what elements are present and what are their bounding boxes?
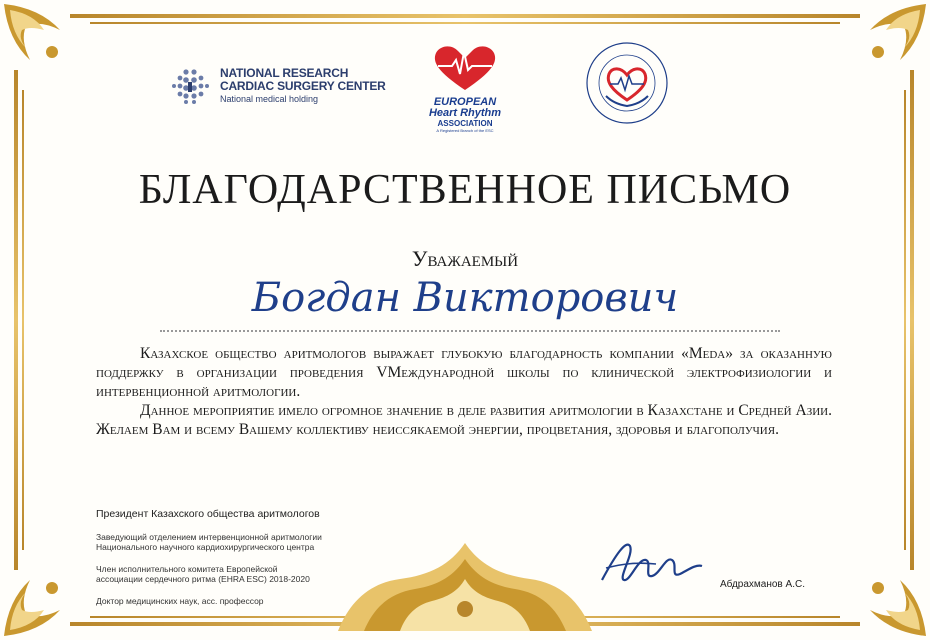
heart-icon bbox=[428, 42, 502, 92]
corner-ornament-bottom-left bbox=[0, 554, 86, 640]
ehra-line3: ASSOCIATION bbox=[437, 119, 493, 128]
signatory-detail-3: Доктор медицинских наук, асс. профессор bbox=[96, 596, 264, 606]
salutation: Уважаемый bbox=[411, 246, 519, 271]
kazakh-society-logo bbox=[584, 40, 670, 126]
nrcsc-line1: NATIONAL RESEARCH bbox=[220, 65, 349, 80]
signatory-detail-1-line2: Национального научного кардиохирургического центра bbox=[96, 542, 315, 552]
nrcsc-line3: National medical holding bbox=[220, 93, 319, 104]
body-paragraph-1: Казахское общество аритмологов выражает глубокую благодарность компании «Meda» за оказанную поддержку в организации проведения VМеждународной школы по клинической электрофизиологии и интервенционной аритмологии. bbox=[96, 345, 832, 400]
frame-top-line bbox=[70, 14, 860, 18]
corner-ornament-bottom-right bbox=[844, 554, 930, 640]
ehra-logo bbox=[415, 42, 515, 134]
ehra-line1: EUROPEAN bbox=[433, 96, 497, 108]
name-underline bbox=[160, 330, 780, 332]
signature bbox=[596, 534, 706, 594]
corner-ornament-top-left bbox=[0, 0, 86, 86]
corner-ornament-top-right bbox=[844, 0, 930, 86]
body-paragraph-2: Данное мероприятие имело огромное значение в деле развития аритмологии в Казахстане и Средней Азии. bbox=[140, 402, 832, 419]
bottom-ornament bbox=[330, 535, 600, 640]
signatory-detail-2-line1: Член исполнительного комитета Европейской bbox=[96, 564, 278, 574]
nrcsc-dots-icon bbox=[168, 64, 212, 108]
signatory-detail-2-line2: ассоциации сердечного ритма (EHRA ESC) 2018-2020 bbox=[96, 574, 310, 584]
page-title: БЛАГОДАРСТВЕННОЕ ПИСЬМО bbox=[138, 167, 792, 213]
body-paragraph-3: Желаем Вам и всему Вашему коллективу неиссякаемой энергии, процветания, здоровья и благополучия. bbox=[96, 421, 779, 438]
nrcsc-line2: CARDIAC SURGERY CENTER bbox=[220, 78, 386, 93]
frame-top-inner-line bbox=[90, 22, 840, 24]
ehra-line4: A Registered Branch of the ESC bbox=[436, 128, 494, 133]
signatory-detail-1-line1: Заведующий отделением интервенционной аритмологии bbox=[96, 532, 322, 542]
nrcsc-logo bbox=[168, 58, 398, 114]
signatory-position: Президент Казахского общества аритмологов bbox=[96, 508, 320, 520]
signatory-name: Абдрахманов А.С. bbox=[720, 579, 805, 590]
letter-body bbox=[96, 344, 832, 439]
recipient-name: Богдан Викторович bbox=[251, 275, 679, 321]
ehra-line2: Heart Rhythm bbox=[428, 107, 502, 119]
